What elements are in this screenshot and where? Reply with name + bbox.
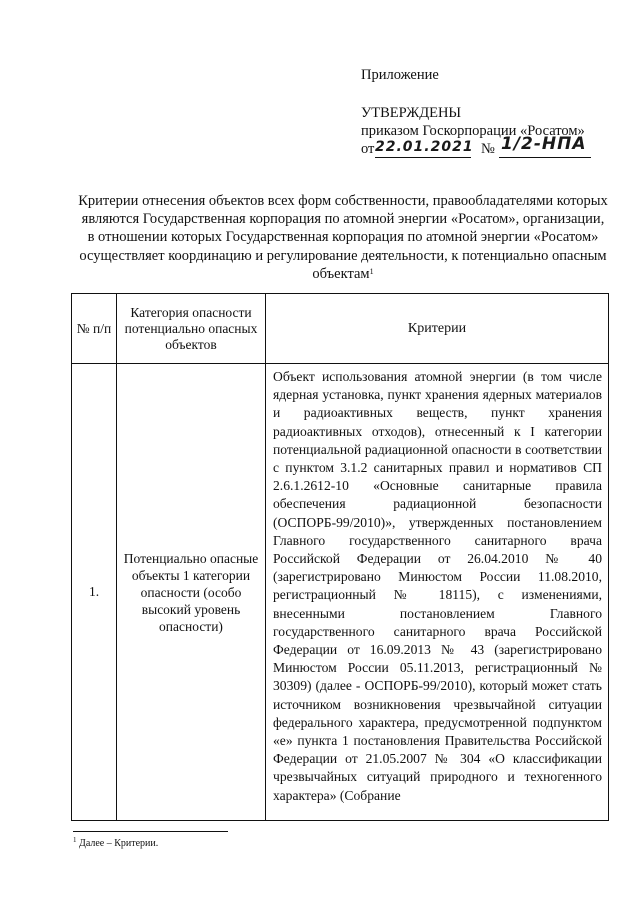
- criteria-table: [71, 293, 609, 821]
- order-date-number-line: [361, 134, 631, 162]
- row-criteria: Объект использования атомной энергии (в том числе ядерная установка, пункт хранения ядерных материалов и радиоактивных веществ, пункт хранения радиоактивных отходов), отнесенный к I категории потенциальной радиационной опасности в соответствии с пунктом 3.1.2 санитарных правил и нормативов СП 2.6.1.2612-10 «Основные санитарные правила обеспечения радиационной безопасности (ОСПОРБ-99/2010)», утвержденных постановлением Главного государственного санитарного врача Российской Федерации от 26.04.2010 № 40 (зарегистрировано Минюстом России 11.08.2010, регистрационный № 18115), с изменениями, внесенными постановлением Главного государственного санитарного врача Российской Федерации от 16.09.2013 № 43 (зарегистрировано Минюстом России 05.11.2013, регистрационный № 30309) (далее - ОСПОРБ-99/2010), который может стать источником возникновения чрезвычайной ситуации федерального характера, предусмотренной подпунктом «е» пункта 1 постановления Правительства Российской Федерации от 21.05.2007 № 304 «О классификации чрезвычайных ситуаций природного и техногенного характера» (Собрание: [266, 364, 609, 821]
- title-text: Критерии отнесения объектов всех форм собственности, правообладателями которых являются Государственная корпорация по атомной энергии «Росатом», организации, в отношении которых Государственная корпорация по атомной энергии «Росатом» осуществляет координацию и регулирование деятельности, к потенциально опасным объектам: [78, 193, 608, 282]
- row-category: Потенциально опасные объекты 1 категории опасности (особо высокий уровень опасности): [117, 364, 266, 821]
- title-footnote-mark: 1: [369, 266, 374, 276]
- header-criteria: Критерии: [266, 294, 609, 364]
- date-handwritten: 22.01.2021: [375, 139, 474, 155]
- number-handwritten: 1/2-НПА: [501, 134, 587, 154]
- table-row: [72, 364, 609, 821]
- header-category: Категория опасности потенциально опасных объектов: [117, 294, 266, 364]
- approved-label: УТВЕРЖДЕНЫ: [361, 105, 462, 121]
- document-title: [78, 192, 608, 283]
- row-num: 1.: [72, 364, 117, 821]
- order-text: приказом Госкорпорации «Росатом»: [361, 123, 585, 139]
- date-prefix: от: [361, 141, 375, 157]
- date-underline: [375, 157, 471, 158]
- approval-header: [361, 66, 631, 162]
- footnote-text: Далее – Критерии.: [79, 838, 159, 849]
- footnote: [73, 838, 158, 849]
- footnote-separator: [73, 831, 228, 832]
- number-underline: [499, 157, 591, 158]
- appendix-label: Приложение: [361, 67, 439, 83]
- number-prefix: №: [481, 141, 495, 157]
- table-header-row: [72, 294, 609, 364]
- header-num: № п/п: [72, 294, 117, 364]
- footnote-mark: 1: [73, 836, 77, 844]
